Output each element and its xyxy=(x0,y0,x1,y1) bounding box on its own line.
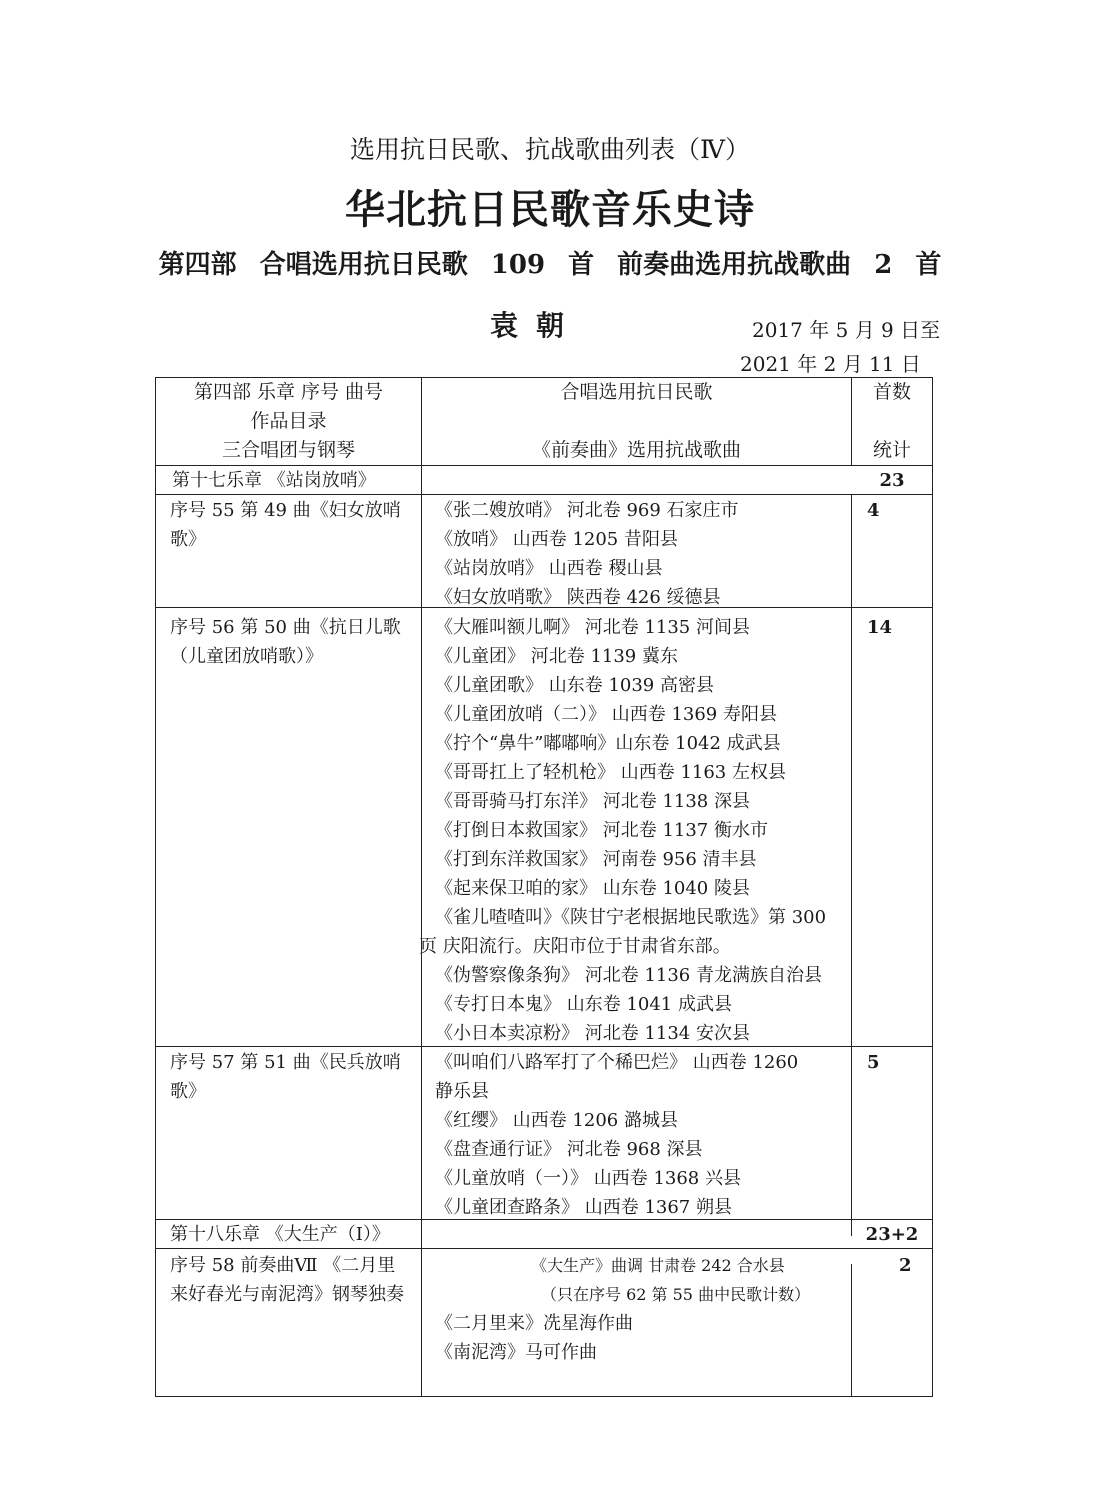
section-title: 第十七乐章 《站岗放哨》 xyxy=(172,470,376,491)
work-entry xyxy=(170,1251,404,1309)
song-item: 《儿童团查路条》 山西卷 1367 朔县 xyxy=(435,1197,732,1218)
work-line: 序号 57 第 51 曲《民兵放哨 xyxy=(170,1052,401,1073)
song-item: 《哥哥扛上了轻机枪》 山西卷 1163 左权县 xyxy=(435,762,786,783)
song-item: 《打倒日本救国家》 河北卷 1137 衡水市 xyxy=(435,820,768,841)
header-line: 作品目录 xyxy=(250,410,327,432)
song-item: 静乐县 xyxy=(435,1081,489,1102)
song-item: 《红缨》 山西卷 1206 潞城县 xyxy=(435,1110,678,1131)
song-list xyxy=(419,613,827,1048)
song-item: 《伪警察像条狗》 河北卷 1136 青龙满族自治县 xyxy=(435,965,822,986)
song-list xyxy=(435,1048,798,1222)
song-item: 《哥哥骑马打东洋》 河北卷 1138 深县 xyxy=(435,791,750,812)
document-title: 华北抗日民歌音乐史诗 xyxy=(345,186,755,233)
header-count xyxy=(852,378,932,465)
work-entry xyxy=(170,613,401,671)
header-line: 首数 xyxy=(872,381,911,403)
header-songs xyxy=(422,378,851,465)
song-item: 《二月里来》冼星海作曲 xyxy=(435,1313,633,1334)
song-item: 《雀儿喳喳叫》《陕甘宁老根据地民歌选》第 300 xyxy=(435,907,827,928)
section-total: 23 xyxy=(879,470,905,491)
header-line: 统计 xyxy=(872,439,911,461)
author-name: 袁朝 xyxy=(490,309,583,342)
header-line: 第四部 乐章 序号 曲号 xyxy=(193,381,384,403)
song-item: 《张二嫂放哨》 河北卷 969 石家庄市 xyxy=(435,500,739,521)
song-item: 《盘查通行证》 河北卷 968 深县 xyxy=(435,1139,703,1160)
column-divider xyxy=(421,378,422,1396)
song-item: 《拧个“鼻牛”嘟嘟响》山东卷 1042 成武县 xyxy=(435,733,781,754)
song-item: 《儿童团》 河北卷 1139 冀东 xyxy=(435,646,678,667)
work-line: 序号 58 前奏曲Ⅶ 《二月里 xyxy=(170,1255,396,1276)
song-item: 《儿童团放哨（二）》 山西卷 1369 寿阳县 xyxy=(435,704,777,725)
work-line: 来好春光与南泥湾》钢琴独奏 xyxy=(170,1284,404,1305)
header-work-catalog xyxy=(156,378,421,465)
date-range-start: 2017 年 5 月 9 日至 xyxy=(752,318,941,342)
song-item: 《专打日本鬼》 山东卷 1041 成武县 xyxy=(435,994,732,1015)
header-line: 合唱选用抗日民歌 xyxy=(560,381,713,403)
header-line: 《前奏曲》选用抗战歌曲 xyxy=(531,439,741,461)
song-item: 《站岗放哨》 山西卷 稷山县 xyxy=(435,558,663,579)
work-line: （儿童团放哨歌）》 xyxy=(170,646,323,667)
song-item: 《南泥湾》马可作曲 xyxy=(435,1342,597,1363)
song-list xyxy=(435,496,739,612)
song-count: 4 xyxy=(867,500,880,521)
work-line: 序号 56 第 50 曲《抗日儿歌 xyxy=(170,617,401,638)
song-item: 《打到东洋救国家》 河南卷 956 清丰县 xyxy=(435,849,757,870)
song-item: 《儿童放哨（一）》 山西卷 1368 兴县 xyxy=(435,1168,741,1189)
song-item: 页 庆阳流行。庆阳市位于甘肃省东部。 xyxy=(419,936,731,957)
song-count: 5 xyxy=(867,1052,880,1073)
song-count: 2 xyxy=(899,1255,912,1276)
song-item: 《叫咱们八路军打了个稀巴烂》 山西卷 1260 xyxy=(435,1052,799,1073)
work-line: 序号 55 第 49 曲《妇女放哨 xyxy=(170,500,401,521)
work-entry xyxy=(170,1048,401,1106)
list-subtitle: 选用抗日民歌、抗战歌曲列表（Ⅳ） xyxy=(350,135,750,164)
date-range-end: 2021 年 2 月 11 日 xyxy=(740,352,921,376)
song-item: 《儿童团歌》 山东卷 1039 高密县 xyxy=(435,675,714,696)
song-item: 《放哨》 山西卷 1205 昔阳县 xyxy=(435,529,678,550)
song-item: 《妇女放哨歌》 陕西卷 426 绥德县 xyxy=(435,587,721,608)
section-total: 23+2 xyxy=(865,1224,919,1245)
song-note: （只在序号 62 第 55 曲中民歌计数） xyxy=(541,1285,811,1304)
song-item: 《起来保卫咱的家》 山东卷 1040 陵县 xyxy=(435,878,750,899)
song-item: 《大生产》曲调 甘肃卷 242 合水县 xyxy=(531,1256,785,1275)
header-line: 三合唱团与钢琴 xyxy=(221,439,355,461)
section-title: 第十八乐章 《大生产（Ⅰ）》 xyxy=(170,1224,390,1245)
work-line: 歌》 xyxy=(170,529,206,550)
part-heading: 第四部 合唱选用抗日民歌 109 首 前奏曲选用抗战歌曲 2 首 xyxy=(158,250,942,280)
column-divider xyxy=(851,1264,852,1396)
song-list xyxy=(435,1251,810,1367)
song-count: 14 xyxy=(867,617,893,638)
song-list-table xyxy=(155,377,933,1397)
song-item: 《大雁叫额儿啊》 河北卷 1135 河间县 xyxy=(435,617,750,638)
work-line: 歌》 xyxy=(170,1081,206,1102)
work-entry xyxy=(170,496,401,554)
song-item: 《小日本卖凉粉》 河北卷 1134 安次县 xyxy=(435,1023,750,1044)
